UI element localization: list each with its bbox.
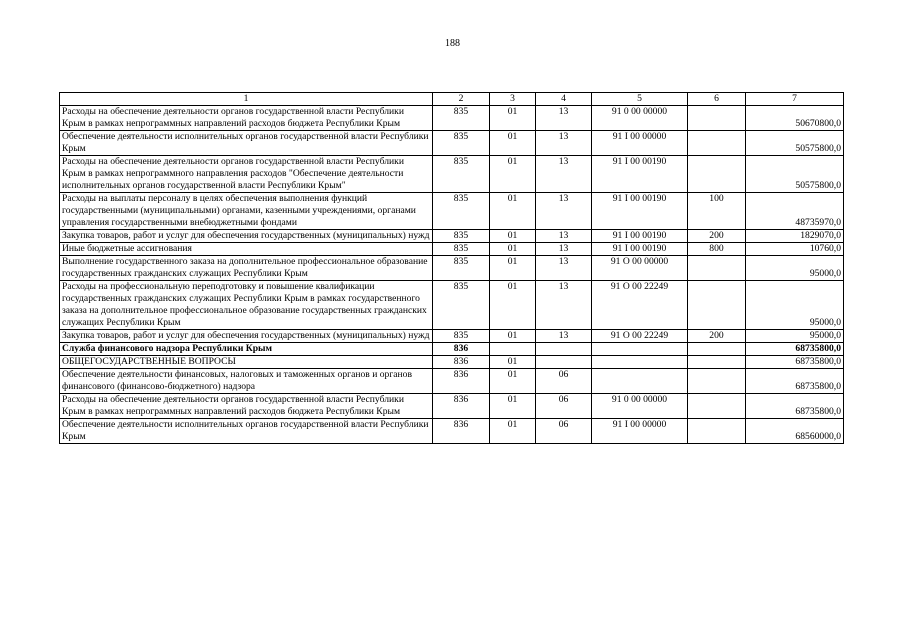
row-ved-cell: 835 xyxy=(433,193,490,230)
table-row xyxy=(60,281,844,330)
table-row xyxy=(60,369,844,394)
row-section-cell xyxy=(490,343,536,356)
row-subsection-cell: 06 xyxy=(536,394,592,419)
row-section-cell: 01 xyxy=(490,256,536,281)
row-expense-type-cell xyxy=(688,281,746,330)
row-target-article-cell: 91 I 00 00190 xyxy=(592,243,688,256)
row-section-cell: 01 xyxy=(490,394,536,419)
row-target-article-cell: 91 O 00 00000 xyxy=(592,256,688,281)
budget-table xyxy=(59,92,844,444)
table-row xyxy=(60,256,844,281)
column-header-5: 5 xyxy=(592,93,688,106)
row-section-cell: 01 xyxy=(490,230,536,243)
row-target-article-cell xyxy=(592,356,688,369)
row-name-cell: Обеспечение деятельности исполнительных органов государственной власти Республики Крым xyxy=(60,419,433,444)
column-header-2: 2 xyxy=(433,93,490,106)
table-row xyxy=(60,230,844,243)
row-expense-type-cell: 200 xyxy=(688,330,746,343)
row-target-article-cell: 91 I 00 00190 xyxy=(592,230,688,243)
row-name-cell: Расходы на выплаты персоналу в целях обеспечения выполнения функций государственными (муниципальными) органами, казенными учреждениями, органами управления государственными внебюджетными фондами xyxy=(60,193,433,230)
row-amount-cell: 68735800,0 xyxy=(746,356,844,369)
row-expense-type-cell xyxy=(688,106,746,131)
row-name-cell: Выполнение государственного заказа на дополнительное профессиональное образование государственных гражданских служащих Республики Крым xyxy=(60,256,433,281)
row-amount-cell: 68735800,0 xyxy=(746,343,844,356)
row-amount-cell: 95000,0 xyxy=(746,330,844,343)
row-amount-cell: 68735800,0 xyxy=(746,394,844,419)
row-expense-type-cell xyxy=(688,343,746,356)
column-header-row xyxy=(60,93,844,106)
table-row xyxy=(60,330,844,343)
row-expense-type-cell xyxy=(688,356,746,369)
row-ved-cell: 836 xyxy=(433,419,490,444)
row-amount-cell: 50575800,0 xyxy=(746,131,844,156)
row-expense-type-cell xyxy=(688,419,746,444)
column-header-3: 3 xyxy=(490,93,536,106)
row-name-cell: Расходы на обеспечение деятельности органов государственной власти Республики Крым в рамках непрограммных направлений расходов бюджета Республики Крым xyxy=(60,106,433,131)
row-subsection-cell: 13 xyxy=(536,330,592,343)
row-name-cell: Расходы на обеспечение деятельности органов государственной власти Республики Крым в рамках непрограммного направления расходов "Обеспечение деятельности исполнительных органов государственной власти Республики Крым" xyxy=(60,156,433,193)
row-section-cell: 01 xyxy=(490,369,536,394)
row-target-article-cell: 91 0 00 00000 xyxy=(592,394,688,419)
row-ved-cell: 835 xyxy=(433,131,490,156)
table-row xyxy=(60,156,844,193)
row-subsection-cell: 13 xyxy=(536,131,592,156)
row-amount-cell: 50575800,0 xyxy=(746,156,844,193)
row-ved-cell: 835 xyxy=(433,230,490,243)
row-target-article-cell: 91 I 00 00190 xyxy=(592,193,688,230)
row-target-article-cell: 91 O 00 22249 xyxy=(592,330,688,343)
row-subsection-cell: 13 xyxy=(536,243,592,256)
row-section-cell: 01 xyxy=(490,281,536,330)
row-target-article-cell: 91 I 00 00000 xyxy=(592,131,688,156)
row-expense-type-cell xyxy=(688,369,746,394)
table-row xyxy=(60,356,844,369)
row-section-cell: 01 xyxy=(490,243,536,256)
row-amount-cell: 95000,0 xyxy=(746,256,844,281)
table-row xyxy=(60,131,844,156)
row-section-cell: 01 xyxy=(490,156,536,193)
row-name-cell: Закупка товаров, работ и услуг для обеспечения государственных (муниципальных) нужд xyxy=(60,230,433,243)
row-ved-cell: 835 xyxy=(433,281,490,330)
row-expense-type-cell: 800 xyxy=(688,243,746,256)
row-expense-type-cell xyxy=(688,394,746,419)
row-expense-type-cell: 100 xyxy=(688,193,746,230)
row-subsection-cell xyxy=(536,356,592,369)
row-subsection-cell: 06 xyxy=(536,419,592,444)
row-name-cell: Расходы на профессиональную переподготовку и повышение квалификации государственных гражданских служащих Республики Крым в рамках государственного заказа на дополнительное профессиональное образование государственных гражданских служащих Республики Крым xyxy=(60,281,433,330)
row-section-cell: 01 xyxy=(490,193,536,230)
row-expense-type-cell xyxy=(688,131,746,156)
row-target-article-cell xyxy=(592,369,688,394)
row-section-cell: 01 xyxy=(490,419,536,444)
row-ved-cell: 836 xyxy=(433,343,490,356)
row-target-article-cell: 91 I 00 00000 xyxy=(592,419,688,444)
row-name-cell: Обеспечение деятельности исполнительных органов государственной власти Республики Крым xyxy=(60,131,433,156)
page-number: 188 xyxy=(445,38,460,49)
row-ved-cell: 835 xyxy=(433,156,490,193)
row-amount-cell: 68735800,0 xyxy=(746,369,844,394)
row-section-cell: 01 xyxy=(490,106,536,131)
row-target-article-cell: 91 0 00 00000 xyxy=(592,106,688,131)
row-name-cell: Служба финансового надзора Республики Крым xyxy=(60,343,433,356)
row-target-article-cell xyxy=(592,343,688,356)
table-row xyxy=(60,394,844,419)
column-header-6: 6 xyxy=(688,93,746,106)
row-subsection-cell: 13 xyxy=(536,281,592,330)
table-row xyxy=(60,106,844,131)
row-ved-cell: 835 xyxy=(433,106,490,131)
row-name-cell: Обеспечение деятельности финансовых, налоговых и таможенных органов и органов финансового (финансово-бюджетного) надзора xyxy=(60,369,433,394)
row-expense-type-cell xyxy=(688,156,746,193)
row-subsection-cell: 13 xyxy=(536,106,592,131)
row-subsection-cell: 13 xyxy=(536,193,592,230)
table-body xyxy=(60,93,844,444)
row-amount-cell: 10760,0 xyxy=(746,243,844,256)
column-header-7: 7 xyxy=(746,93,844,106)
row-section-cell: 01 xyxy=(490,131,536,156)
row-target-article-cell: 91 I 00 00190 xyxy=(592,156,688,193)
row-section-cell: 01 xyxy=(490,356,536,369)
column-header-4: 4 xyxy=(536,93,592,106)
row-target-article-cell: 91 O 00 22249 xyxy=(592,281,688,330)
row-name-cell: ОБЩЕГОСУДАРСТВЕННЫЕ ВОПРОСЫ xyxy=(60,356,433,369)
row-amount-cell: 50670800,0 xyxy=(746,106,844,131)
row-section-cell: 01 xyxy=(490,330,536,343)
row-ved-cell: 835 xyxy=(433,243,490,256)
table-row xyxy=(60,419,844,444)
row-ved-cell: 835 xyxy=(433,330,490,343)
row-name-cell: Иные бюджетные ассигнования xyxy=(60,243,433,256)
row-subsection-cell xyxy=(536,343,592,356)
row-name-cell: Расходы на обеспечение деятельности органов государственной власти Республики Крым в рамках непрограммных направлений расходов бюджета Республики Крым xyxy=(60,394,433,419)
table-row xyxy=(60,193,844,230)
column-header-1: 1 xyxy=(60,93,433,106)
row-expense-type-cell: 200 xyxy=(688,230,746,243)
row-ved-cell: 836 xyxy=(433,394,490,419)
row-subsection-cell: 13 xyxy=(536,156,592,193)
row-amount-cell: 95000,0 xyxy=(746,281,844,330)
row-amount-cell: 68560000,0 xyxy=(746,419,844,444)
row-amount-cell: 48735970,0 xyxy=(746,193,844,230)
row-subsection-cell: 13 xyxy=(536,256,592,281)
table-row xyxy=(60,343,844,356)
row-ved-cell: 836 xyxy=(433,369,490,394)
table-row xyxy=(60,243,844,256)
row-amount-cell: 1829070,0 xyxy=(746,230,844,243)
row-ved-cell: 835 xyxy=(433,256,490,281)
row-expense-type-cell xyxy=(688,256,746,281)
row-subsection-cell: 13 xyxy=(536,230,592,243)
row-subsection-cell: 06 xyxy=(536,369,592,394)
row-name-cell: Закупка товаров, работ и услуг для обеспечения государственных (муниципальных) нужд xyxy=(60,330,433,343)
row-ved-cell: 836 xyxy=(433,356,490,369)
